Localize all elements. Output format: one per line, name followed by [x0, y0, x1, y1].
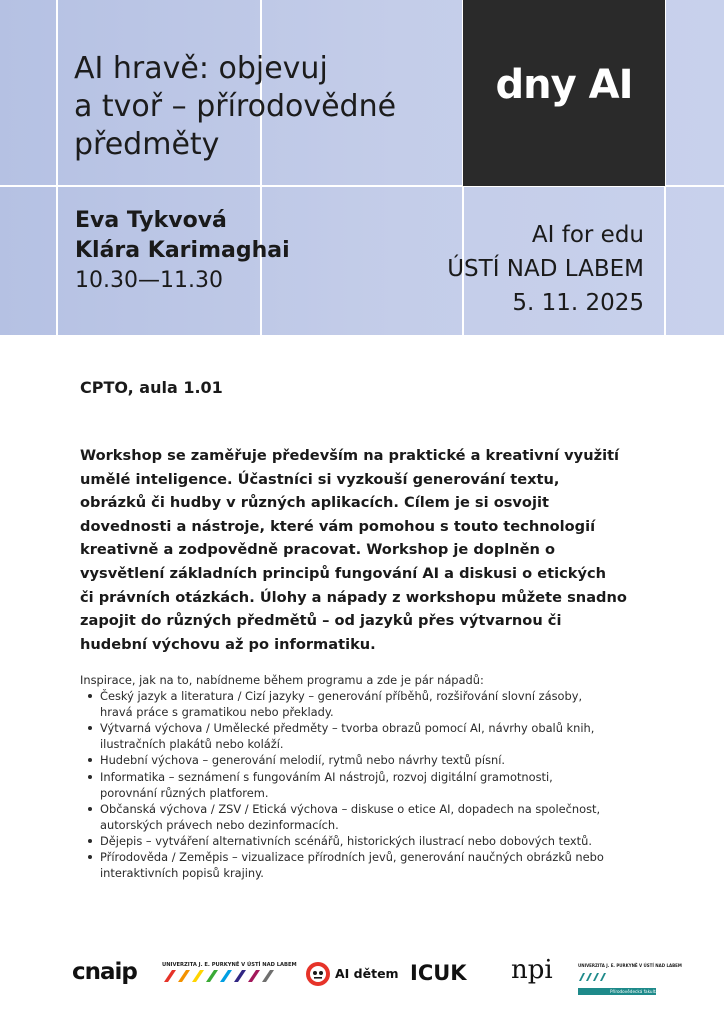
speaker-name: Klára Karimaghai	[75, 238, 290, 263]
ujep-logo	[162, 962, 297, 989]
ujep-faculty-stripes-icon	[578, 973, 656, 981]
description-line: hudební výchovu až po informatiku.	[80, 635, 376, 653]
list-item-text: Přírodověda / Zeměpis – vizualizace přírodních jevů, generování naučných obrázků nebo	[100, 850, 604, 865]
ujep-faculty-logo	[578, 963, 682, 995]
workshop-description	[80, 444, 650, 656]
description-line: umělé inteligence. Účastníci si vyzkouší generování textu,	[80, 470, 560, 488]
event-date: 5. 11. 2025	[512, 290, 644, 316]
ideas-lead: Inspirace, jak na to, nabídneme během programu a zde je pár nápadů:	[80, 673, 484, 687]
list-item-text: Dějepis – vytváření alternativních scénářů, historických ilustrací nebo dobových textů.	[100, 833, 592, 848]
list-item-text: Občanská výchova / ZSV / Etická výchova – diskuse o etice AI, dopadech na společnost,	[100, 801, 601, 816]
list-item	[80, 752, 650, 768]
description-line: kreativně a zodpovědně pracovat. Workshop je doplněn o	[80, 541, 556, 559]
speakers-block	[75, 206, 290, 296]
event-city: ÚSTÍ NAD LABEM	[447, 256, 644, 282]
ujep-logo-caption: UNIVERZITA J. E. PURKYNĚ V ÚSTÍ NAD LABEM	[162, 962, 297, 968]
brand-logo: dny AI	[495, 62, 633, 108]
title-line: AI hravě: objevuj	[74, 51, 328, 86]
session-time: 10.30—11.30	[75, 268, 223, 293]
cnaip-logo: cnaip	[72, 959, 137, 985]
event-info	[447, 218, 644, 320]
header-grid	[0, 0, 724, 335]
description-line: obrázků či hudby v různých aplikacích. Cílem je si osvojit	[80, 494, 549, 512]
brand-box	[463, 0, 665, 186]
partner-logos	[0, 955, 724, 995]
speaker-name: Eva Tykvová	[75, 208, 227, 233]
list-item-text: interaktivních popisů krajiny.	[100, 866, 264, 881]
ujep-stripes-icon	[162, 968, 280, 984]
description-line: dovednosti a nástroje, které vám pomohou s touto technologií	[80, 517, 596, 535]
description-line: vysvětlení základních principů fungování AI a diskusi o etických	[80, 564, 606, 582]
ujep-faculty-caption: UNIVERZITA J. E. PURKYNĚ V ÚSTÍ NAD LABEM	[578, 963, 682, 968]
list-item	[80, 833, 650, 849]
npi-logo: npi	[511, 955, 553, 985]
list-item-text: Výtvarná výchova / Umělecké předměty – tvorba obrazů pomocí AI, návrhy obalů knih,	[100, 721, 595, 736]
ai-detem-label: AI dětem	[335, 966, 399, 981]
title-line: předměty	[74, 127, 220, 162]
list-item	[80, 801, 650, 833]
list-item-text: Informatika – seznámení s fungováním AI nástrojů, rozvoj digitální gramotnosti,	[100, 769, 553, 784]
ujep-faculty-name: Přírodovědecká fakulta	[578, 988, 656, 995]
list-item	[80, 720, 650, 752]
workshop-title	[74, 50, 454, 164]
list-item	[80, 849, 650, 881]
list-item	[80, 688, 650, 720]
ai-detem-logo	[305, 961, 399, 987]
description-line: Workshop se zaměřuje především na praktické a kreativní využití	[80, 447, 620, 464]
list-item	[80, 769, 650, 801]
venue-location: CPTO, aula 1.01	[80, 378, 223, 397]
description-line: či právních otázkách. Úlohy a nápady z workshopu můžete snadno	[80, 588, 627, 606]
robot-face-icon	[305, 961, 331, 987]
ideas-list	[80, 688, 650, 881]
list-item-text: Hudební výchova – generování melodií, rytmů nebo návrhy textů písní.	[100, 753, 506, 768]
icuk-logo: ICUK	[410, 961, 467, 985]
list-item-text: porovnání různých platforem.	[100, 785, 269, 800]
list-item-text: ilustračních plakátů nebo koláží.	[100, 737, 284, 752]
list-item-text: Český jazyk a literatura / Cizí jazyky – generování příběhů, rozšiřování slovní zásoby,	[100, 689, 583, 704]
list-item-text: autorských právech nebo dezinformacích.	[100, 817, 339, 832]
event-name: AI for edu	[531, 222, 644, 248]
list-item-text: hravá práce s gramatikou nebo překlady.	[100, 705, 334, 720]
description-line: zapojit do různých předmětů – od jazyků přes výtvarnou či	[80, 612, 562, 630]
ideas-section	[80, 672, 650, 881]
grid-line	[56, 0, 58, 335]
title-line: a tvoř – přírodovědné	[74, 89, 397, 124]
